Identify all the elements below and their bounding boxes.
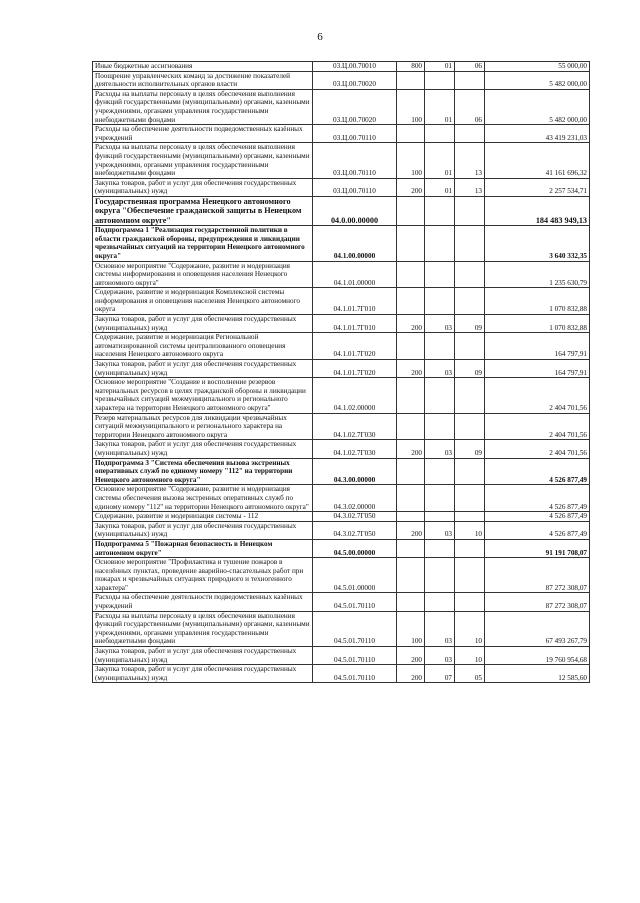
row-section-cell: 01 — [425, 89, 455, 124]
row-name-cell: Государственная программа Ненецкого автономного округа "Обеспечение гражданской защиты в Ненецком автономном округе" — [93, 196, 313, 225]
row-name-cell: Основное мероприятие "Профилактика и тушение пожаров в населённых пунктах, проведение аварийно-спасательных работ при пожарах и чрезвычайных ситуациях природного и техногенного характера" — [93, 558, 313, 593]
row-expense-type-cell: 200 — [397, 360, 425, 378]
row-name-cell: Расходы на обеспечение деятельности подведомственных казённых учреждений — [93, 593, 313, 611]
row-section-cell — [425, 226, 455, 261]
row-amount-cell: 2 404 701,56 — [485, 378, 590, 413]
row-amount-cell: 5 482 000,00 — [485, 71, 590, 89]
row-name-cell: Расходы на выплаты персоналу в целях обеспечения выполнения функций государственными (муниципальными) органами, казенными учреждениями, органами управления государственными внебюджетными фондами — [93, 143, 313, 178]
table-row — [93, 62, 590, 72]
row-section-cell — [425, 593, 455, 611]
row-expense-type-cell — [397, 458, 425, 485]
row-subsection-cell — [455, 226, 485, 261]
row-expense-type-cell — [397, 539, 425, 557]
row-name-cell: Закупка товаров, работ и услуг для обеспечения государственных (муниципальных) нужд — [93, 665, 313, 683]
row-subsection-cell: 10 — [455, 611, 485, 646]
row-name-cell: Подпрограмма 1 "Реализация государственной политики в области гражданской обороны, предупреждения и ликвидации чрезвычайных ситуаций на территории Ненецкого автономного округа" — [93, 226, 313, 261]
row-code-cell: 04.5.01.70110 — [313, 665, 397, 683]
row-name-cell: Расходы на выплаты персоналу в целях обеспечения выполнения функций государственными (муниципальными) органами, казенными учреждениями, органами управления государственными внебюджетными фондами — [93, 611, 313, 646]
row-section-cell — [425, 558, 455, 593]
row-amount-cell: 2 404 701,56 — [485, 413, 590, 440]
row-amount-cell: 87 272 308,07 — [485, 593, 590, 611]
row-subsection-cell — [455, 593, 485, 611]
row-subsection-cell — [455, 378, 485, 413]
table-row — [93, 378, 590, 413]
table-row — [93, 593, 590, 611]
page-number: 6 — [317, 31, 323, 43]
row-expense-type-cell: 100 — [397, 143, 425, 178]
row-subsection-cell — [455, 71, 485, 89]
row-code-cell: 04.5.01.70110 — [313, 647, 397, 665]
row-section-cell: 03 — [425, 521, 455, 539]
row-expense-type-cell: 200 — [397, 440, 425, 458]
row-name-cell: Основное мероприятие "Содержание, развитие и модернизация системы обеспечения вызова экстренных оперативных служб по единому номеру "112" на территории Ненецкого автономного округа" — [93, 485, 313, 512]
row-name-cell: Подпрограмма 3 "Система обеспечения вызова экстренных оперативных служб по единому номеру "112" на территории Ненецкого автономного округа" — [93, 458, 313, 485]
row-amount-cell: 2 257 534,71 — [485, 178, 590, 196]
row-code-cell: 03.Ц.00.70020 — [313, 89, 397, 124]
table-row — [93, 360, 590, 378]
row-expense-type-cell — [397, 378, 425, 413]
row-amount-cell: 1 070 832,88 — [485, 288, 590, 315]
row-section-cell — [425, 378, 455, 413]
row-code-cell: 04.1.01.7Г010 — [313, 288, 397, 315]
row-amount-cell: 2 404 701,56 — [485, 440, 590, 458]
row-section-cell — [425, 196, 455, 225]
table-row — [93, 512, 590, 522]
row-amount-cell: 4 526 877,49 — [485, 485, 590, 512]
row-section-cell — [425, 485, 455, 512]
table-row — [93, 196, 590, 225]
row-name-cell: Закупка товаров, работ и услуг для обеспечения государственных (муниципальных) нужд — [93, 647, 313, 665]
row-code-cell: 03.Ц.00.70010 — [313, 62, 397, 72]
table-row — [93, 647, 590, 665]
row-amount-cell: 19 760 954,68 — [485, 647, 590, 665]
row-name-cell: Закупка товаров, работ и услуг для обеспечения государственных (муниципальных) нужд — [93, 521, 313, 539]
row-subsection-cell — [455, 558, 485, 593]
row-expense-type-cell — [397, 512, 425, 522]
row-subsection-cell — [455, 261, 485, 288]
row-section-cell — [425, 413, 455, 440]
row-expense-type-cell: 100 — [397, 611, 425, 646]
row-name-cell: Содержание, развитие и модернизация Комплексной системы информирования и оповещения населения Ненецкого автономного округа — [93, 288, 313, 315]
budget-table — [92, 61, 590, 683]
row-expense-type-cell: 200 — [397, 665, 425, 683]
row-code-cell: 04.3.02.00000 — [313, 485, 397, 512]
row-amount-cell: 184 483 949,13 — [485, 196, 590, 225]
row-subsection-cell: 06 — [455, 62, 485, 72]
table-row — [93, 521, 590, 539]
row-amount-cell: 164 797,91 — [485, 360, 590, 378]
row-section-cell: 07 — [425, 665, 455, 683]
row-code-cell: 04.5.01.00000 — [313, 558, 397, 593]
row-subsection-cell — [455, 485, 485, 512]
row-subsection-cell — [455, 413, 485, 440]
row-name-cell: Содержание, развитие и модернизация Региональной автоматизированной системы централизованного оповещения населения Ненецкого автономного округа — [93, 333, 313, 360]
row-name-cell: Закупка товаров, работ и услуг для обеспечения государственных (муниципальных) нужд — [93, 440, 313, 458]
table-row — [93, 558, 590, 593]
row-expense-type-cell — [397, 333, 425, 360]
row-code-cell: 04.5.01.70110 — [313, 611, 397, 646]
row-section-cell — [425, 261, 455, 288]
row-amount-cell: 4 526 877,49 — [485, 512, 590, 522]
row-code-cell: 04.1.01.00000 — [313, 261, 397, 288]
row-section-cell: 03 — [425, 360, 455, 378]
row-amount-cell: 67 493 267,79 — [485, 611, 590, 646]
row-expense-type-cell — [397, 558, 425, 593]
table-row — [93, 226, 590, 261]
row-amount-cell: 1 070 832,88 — [485, 315, 590, 333]
row-section-cell — [425, 125, 455, 143]
row-subsection-cell — [455, 333, 485, 360]
row-amount-cell: 55 000,00 — [485, 62, 590, 72]
row-code-cell: 04.3.02.7Г050 — [313, 521, 397, 539]
table-row — [93, 288, 590, 315]
row-code-cell: 04.1.02.7Г030 — [313, 413, 397, 440]
row-amount-cell: 5 482 000,00 — [485, 89, 590, 124]
row-amount-cell: 1 235 630,79 — [485, 261, 590, 288]
row-amount-cell: 4 526 877,49 — [485, 458, 590, 485]
table-row — [93, 440, 590, 458]
row-amount-cell: 12 585,60 — [485, 665, 590, 683]
row-expense-type-cell — [397, 261, 425, 288]
row-name-cell: Иные бюджетные ассигнования — [93, 62, 313, 72]
row-amount-cell: 43 419 231,03 — [485, 125, 590, 143]
row-amount-cell: 164 797,91 — [485, 333, 590, 360]
row-subsection-cell: 10 — [455, 521, 485, 539]
row-name-cell: Закупка товаров, работ и услуг для обеспечения государственных (муниципальных) нужд — [93, 360, 313, 378]
row-section-cell — [425, 458, 455, 485]
row-expense-type-cell — [397, 288, 425, 315]
row-code-cell: 04.0.00.00000 — [313, 196, 397, 225]
row-subsection-cell: 10 — [455, 647, 485, 665]
row-expense-type-cell — [397, 71, 425, 89]
row-name-cell: Расходы на обеспечение деятельности подведомственных казённых учреждений — [93, 125, 313, 143]
row-expense-type-cell: 200 — [397, 315, 425, 333]
table-row — [93, 261, 590, 288]
row-amount-cell: 41 161 696,32 — [485, 143, 590, 178]
row-code-cell: 04.1.01.7Г010 — [313, 315, 397, 333]
row-code-cell: 04.5.00.00000 — [313, 539, 397, 557]
row-amount-cell: 91 191 708,07 — [485, 539, 590, 557]
row-expense-type-cell — [397, 593, 425, 611]
row-expense-type-cell: 200 — [397, 178, 425, 196]
row-code-cell: 04.3.00.00000 — [313, 458, 397, 485]
row-code-cell: 04.1.02.7Г030 — [313, 440, 397, 458]
row-code-cell: 04.5.01.70110 — [313, 593, 397, 611]
row-expense-type-cell — [397, 226, 425, 261]
row-subsection-cell — [455, 539, 485, 557]
table-row — [93, 458, 590, 485]
row-name-cell: Основное мероприятие "Содержание, развитие и модернизация системы информирования и оповещения населения Ненецкого автономного округа" — [93, 261, 313, 288]
row-subsection-cell: 13 — [455, 143, 485, 178]
table-row — [93, 178, 590, 196]
row-section-cell: 03 — [425, 315, 455, 333]
budget-table-body — [93, 62, 590, 683]
row-code-cell: 04.1.01.7Г020 — [313, 360, 397, 378]
table-row — [93, 333, 590, 360]
table-row — [93, 665, 590, 683]
row-section-cell — [425, 333, 455, 360]
table-row — [93, 611, 590, 646]
row-code-cell: 04.1.01.7Г020 — [313, 333, 397, 360]
row-section-cell: 01 — [425, 143, 455, 178]
row-section-cell — [425, 512, 455, 522]
row-name-cell: Поощрение управленческих команд за достижение показателей деятельности исполнительных органов власти — [93, 71, 313, 89]
row-amount-cell: 4 526 877,49 — [485, 521, 590, 539]
row-expense-type-cell: 200 — [397, 521, 425, 539]
row-name-cell: Содержание, развитие и модернизация системы - 112 — [93, 512, 313, 522]
row-subsection-cell — [455, 458, 485, 485]
row-subsection-cell: 06 — [455, 89, 485, 124]
row-amount-cell: 3 640 332,35 — [485, 226, 590, 261]
row-expense-type-cell: 800 — [397, 62, 425, 72]
row-code-cell: 03.Ц.00.70020 — [313, 71, 397, 89]
row-expense-type-cell: 200 — [397, 647, 425, 665]
row-section-cell: 03 — [425, 611, 455, 646]
row-expense-type-cell — [397, 125, 425, 143]
row-subsection-cell — [455, 196, 485, 225]
row-subsection-cell: 09 — [455, 315, 485, 333]
row-subsection-cell: 05 — [455, 665, 485, 683]
row-expense-type-cell — [397, 485, 425, 512]
row-code-cell: 03.Ц.00.70110 — [313, 143, 397, 178]
row-section-cell: 01 — [425, 178, 455, 196]
row-code-cell: 03.Ц.00.70110 — [313, 125, 397, 143]
row-code-cell: 04.1.00.00000 — [313, 226, 397, 261]
row-subsection-cell: 09 — [455, 360, 485, 378]
row-code-cell: 03.Ц.00.70110 — [313, 178, 397, 196]
table-row — [93, 413, 590, 440]
row-section-cell — [425, 288, 455, 315]
row-code-cell: 04.3.02.7Г050 — [313, 512, 397, 522]
table-row — [93, 71, 590, 89]
row-section-cell: 03 — [425, 647, 455, 665]
row-expense-type-cell — [397, 413, 425, 440]
row-name-cell: Закупка товаров, работ и услуг для обеспечения государственных (муниципальных) нужд — [93, 315, 313, 333]
table-row — [93, 143, 590, 178]
table-row — [93, 539, 590, 557]
row-subsection-cell: 13 — [455, 178, 485, 196]
table-row — [93, 89, 590, 124]
row-subsection-cell: 09 — [455, 440, 485, 458]
row-expense-type-cell: 100 — [397, 89, 425, 124]
row-section-cell: 03 — [425, 440, 455, 458]
row-amount-cell: 87 272 308,07 — [485, 558, 590, 593]
row-section-cell: 01 — [425, 62, 455, 72]
row-name-cell: Резерв материальных ресурсов для ликвидации чрезвычайных ситуаций межмуниципального и регионального характера на территории Ненецкого автономного округа — [93, 413, 313, 440]
row-name-cell: Основное мероприятие "Создание и восполнение резервов материальных ресурсов в целях гражданской обороны и ликвидации чрезвычайных ситуаций межмуниципального и регионального характера на территории Ненецкого автономного округа" — [93, 378, 313, 413]
row-name-cell: Расходы на выплаты персоналу в целях обеспечения выполнения функций государственными (муниципальными) органами, казенными учреждениями, органами управления государственными внебюджетными фондами — [93, 89, 313, 124]
row-code-cell: 04.1.02.00000 — [313, 378, 397, 413]
row-subsection-cell — [455, 512, 485, 522]
row-section-cell — [425, 71, 455, 89]
table-row — [93, 485, 590, 512]
table-row — [93, 315, 590, 333]
row-name-cell: Закупка товаров, работ и услуг для обеспечения государственных (муниципальных) нужд — [93, 178, 313, 196]
row-expense-type-cell — [397, 196, 425, 225]
row-subsection-cell — [455, 288, 485, 315]
row-subsection-cell — [455, 125, 485, 143]
table-row — [93, 125, 590, 143]
row-section-cell — [425, 539, 455, 557]
row-name-cell: Подпрограмма 5 "Пожарная безопасность в Ненецком автономном округе" — [93, 539, 313, 557]
